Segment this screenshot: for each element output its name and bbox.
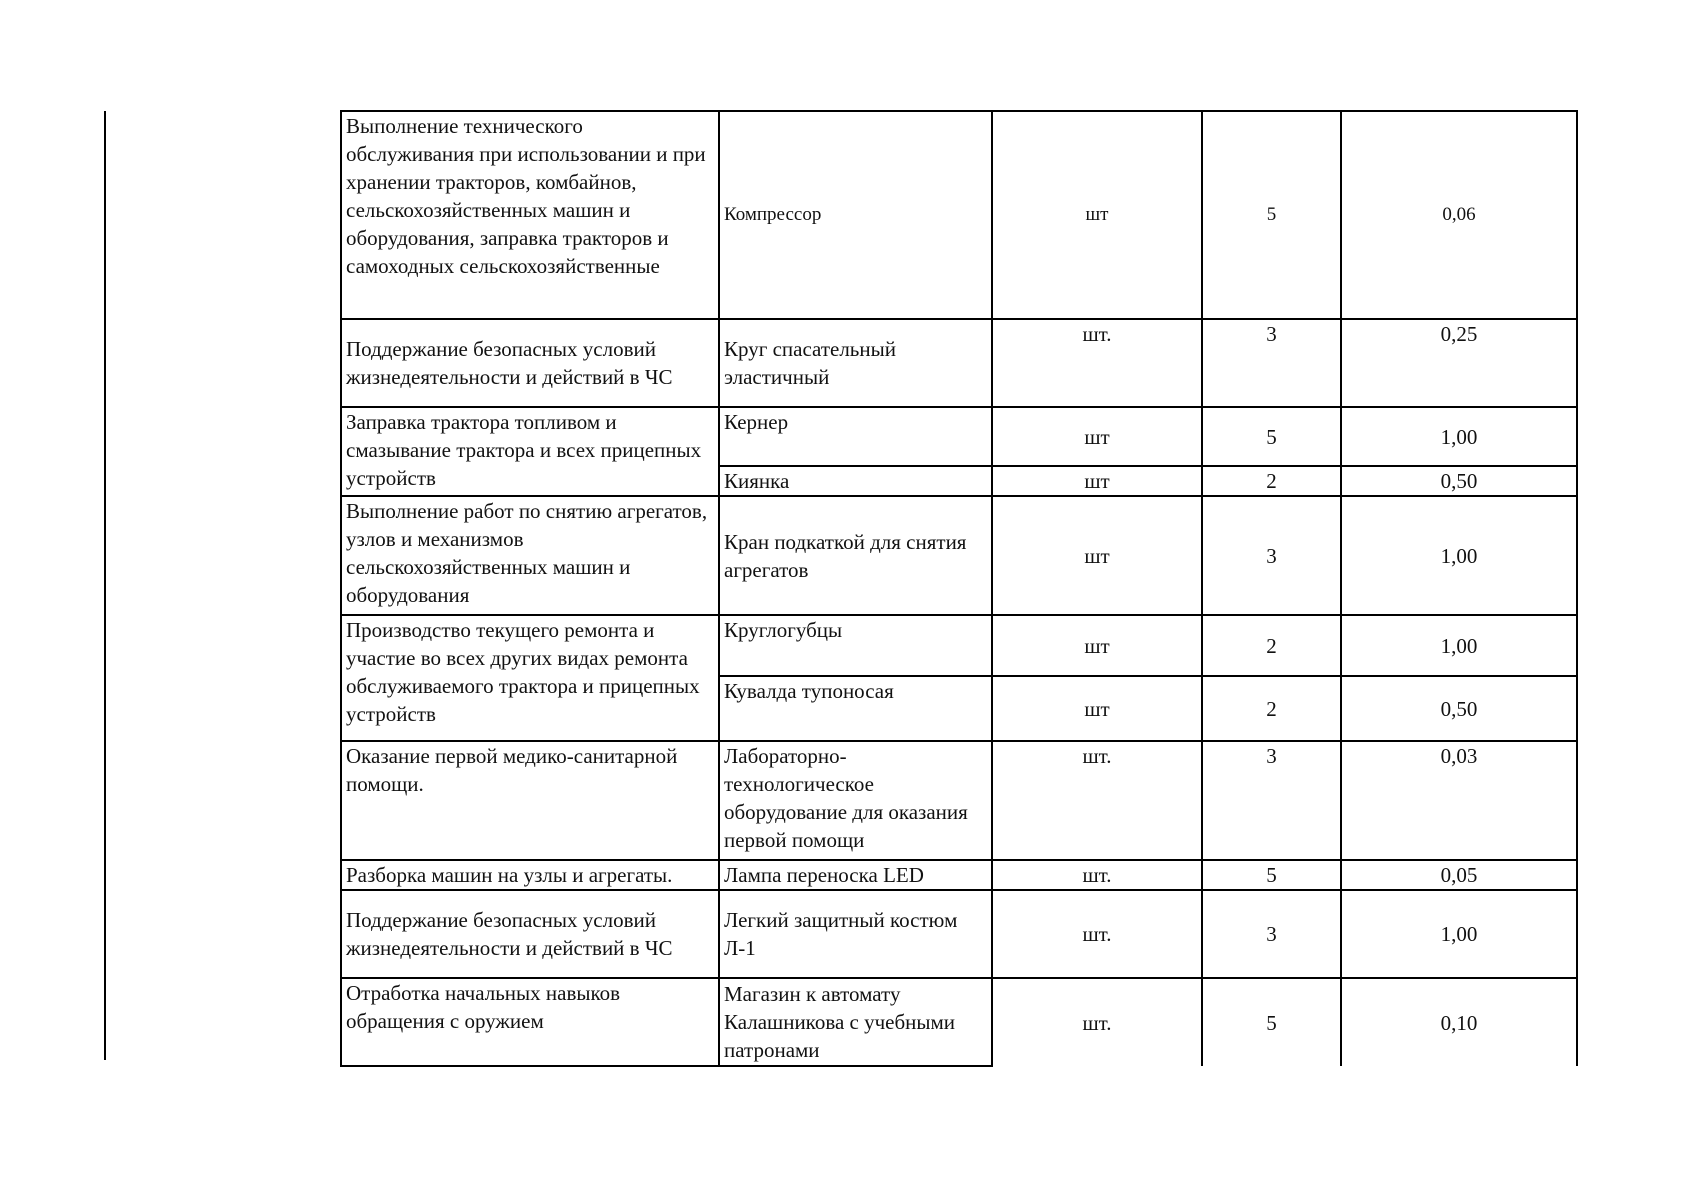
unit-cell: шт: [992, 111, 1202, 319]
ratio-cell: 1,00: [1341, 496, 1577, 615]
task-cell: Поддержание безопасных условий жизнедеятельности и действий в ЧС: [341, 319, 719, 407]
quantity-cell: 5: [1202, 407, 1341, 466]
equipment-cell: Лампа переноска LED: [719, 860, 992, 890]
task-cell: Выполнение работ по снятию агрегатов, узлов и механизмов сельскохозяйственных машин и оборудования: [341, 496, 719, 615]
quantity-cell: 5: [1202, 860, 1341, 890]
unit-cell: шт: [992, 496, 1202, 615]
quantity-cell: 5: [1202, 111, 1341, 319]
quantity-cell: 2: [1202, 676, 1341, 741]
task-cell: Оказание первой медико-санитарной помощи.: [341, 741, 719, 860]
table-row: [341, 111, 1577, 319]
task-cell: Выполнение технического обслуживания при использовании и при хранении тракторов, комбайнов, сельскохозяйственных машин и оборудования, заправка тракторов и самоходных сельскохозяйственные: [341, 111, 719, 319]
ratio-cell: 0,25: [1341, 319, 1577, 407]
equipment-cell: Лабораторно-технологическое оборудование для оказания первой помощи: [719, 741, 992, 860]
equipment-cell: Круг спасательный эластичный: [719, 319, 992, 407]
quantity-cell: 3: [1202, 496, 1341, 615]
table-row: [341, 615, 1577, 676]
ratio-cell: 0,05: [1341, 860, 1577, 890]
table-row: [341, 890, 1577, 978]
table-row: [341, 741, 1577, 860]
task-cell: Заправка трактора топливом и смазывание трактора и всех прицепных устройств: [341, 407, 719, 496]
task-cell: Производство текущего ремонта и участие во всех других видах ремонта обслуживаемого трактора и прицепных устройств: [341, 615, 719, 741]
unit-cell: шт: [992, 676, 1202, 741]
unit-cell: шт: [992, 466, 1202, 496]
equipment-cell: Кувалда тупоносая: [719, 676, 992, 741]
equipment-cell: Компрессор: [719, 111, 992, 319]
equipment-table: [340, 110, 1578, 1067]
quantity-cell: 5: [1202, 978, 1341, 1066]
ratio-cell: 0,50: [1341, 466, 1577, 496]
ratio-cell: 0,50: [1341, 676, 1577, 741]
ratio-cell: 1,00: [1341, 407, 1577, 466]
task-cell: Разборка машин на узлы и агрегаты.: [341, 860, 719, 890]
table-row: [341, 319, 1577, 407]
equipment-cell: Кернер: [719, 407, 992, 466]
table-row: [341, 860, 1577, 890]
unit-cell: шт: [992, 615, 1202, 676]
quantity-cell: 2: [1202, 466, 1341, 496]
task-cell: Отработка начальных навыков обращения с оружием: [341, 978, 719, 1066]
quantity-cell: 3: [1202, 319, 1341, 407]
unit-cell: шт.: [992, 890, 1202, 978]
ratio-cell: 0,06: [1341, 111, 1577, 319]
ratio-cell: 0,10: [1341, 978, 1577, 1066]
table-row: [341, 978, 1577, 1066]
equipment-cell: Легкий защитный костюм Л-1: [719, 890, 992, 978]
equipment-cell: Кран подкаткой для снятия агрегатов: [719, 496, 992, 615]
equipment-cell: Киянка: [719, 466, 992, 496]
unit-cell: шт: [992, 407, 1202, 466]
table-row: [341, 407, 1577, 466]
quantity-cell: 3: [1202, 890, 1341, 978]
task-cell: Поддержание безопасных условий жизнедеятельности и действий в ЧС: [341, 890, 719, 978]
ratio-cell: 0,03: [1341, 741, 1577, 860]
equipment-cell: Магазин к автомату Калашникова с учебными патронами: [719, 978, 992, 1066]
unit-cell: шт.: [992, 319, 1202, 407]
page-margin-line: [104, 111, 106, 1060]
quantity-cell: 3: [1202, 741, 1341, 860]
ratio-cell: 1,00: [1341, 890, 1577, 978]
unit-cell: шт.: [992, 978, 1202, 1066]
unit-cell: шт.: [992, 741, 1202, 860]
unit-cell: шт.: [992, 860, 1202, 890]
equipment-cell: Круглогубцы: [719, 615, 992, 676]
table-row: [341, 496, 1577, 615]
quantity-cell: 2: [1202, 615, 1341, 676]
ratio-cell: 1,00: [1341, 615, 1577, 676]
